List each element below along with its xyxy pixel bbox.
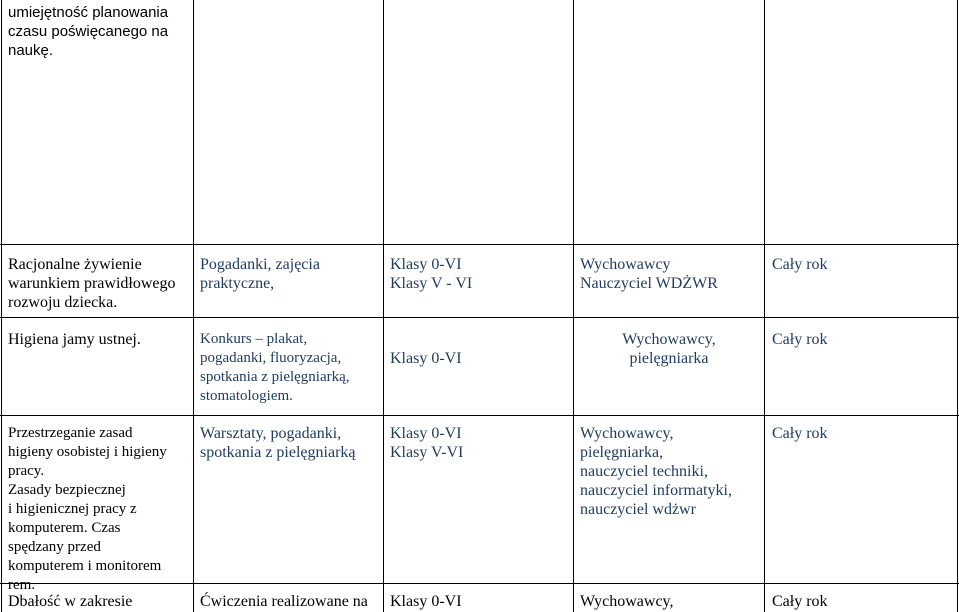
term-cell: Cały rok (772, 331, 828, 348)
table-row (8, 3, 168, 60)
cell-line: Klasy 0-VI (390, 350, 462, 367)
cell-line: Zasady bezpiecznej (8, 482, 126, 498)
topic-cell (8, 592, 132, 611)
cell-line: Klasy 0-VI (390, 256, 462, 273)
cell-line: stomatologiem. (200, 388, 293, 404)
cell-line: czasu poświęcanego na (8, 23, 169, 40)
column-divider (193, 0, 194, 612)
cell-line: naukę. (8, 42, 54, 59)
cell-line: komputerem. Czas (8, 520, 121, 536)
cell-line: spotkania z pielęgniarką, (200, 369, 350, 385)
cell-line: Racjonalne żywienie (8, 256, 142, 273)
cell-line: praktyczne, (200, 275, 275, 292)
table-border-right (957, 0, 958, 612)
cell-line: spotkania z pielęgniarką (200, 444, 356, 461)
responsible-cell (580, 592, 674, 611)
cell-line: komputerem i monitorem (8, 558, 162, 574)
cell-line: umiejętność planowania (8, 4, 169, 21)
cell-line: Warsztaty, pogadanki, (200, 425, 342, 442)
cell-line: Klasy 0-VI (390, 425, 462, 442)
column-divider (764, 0, 765, 612)
cell-line: pielęgniarka, (580, 444, 664, 461)
cell-line: Przestrzeganie zasad (8, 425, 133, 441)
cell-line: Wychowawcy, (580, 425, 674, 442)
cell-line: rem. (8, 577, 36, 593)
form-cell (200, 330, 350, 406)
cell-line: Nauczyciel WDŻWR (580, 275, 718, 292)
cell-line: Klasy V - VI (390, 275, 473, 292)
cell-line: Pogadanki, zajęcia (200, 256, 320, 273)
term-cell: Cały rok (772, 593, 828, 610)
cell-line: Konkurs – plakat, (200, 331, 308, 347)
cell-line: pogadanki, fluoryzacja, (200, 350, 342, 366)
responsible-cell (580, 255, 718, 293)
classes-cell (390, 424, 463, 462)
form-cell (200, 424, 356, 462)
classes-cell (390, 255, 472, 293)
table-border-left (1, 0, 2, 612)
cell-line: nauczyciel wdżwr (580, 501, 696, 518)
row-divider (0, 415, 959, 416)
cell-line: nauczyciel informatyki, (580, 482, 732, 499)
cell-line: pielęgniarka (629, 350, 709, 367)
topic-cell (8, 255, 176, 312)
topic-cell (8, 330, 141, 349)
cell-line: pracy. (8, 463, 45, 479)
cell-line: spędzany przed (8, 539, 101, 555)
topic-cell (8, 424, 167, 595)
cell-line: Higiena jamy ustnej. (8, 331, 141, 348)
classes-cell (390, 592, 462, 611)
cell-line: higieny osobistej i higieny (8, 444, 167, 460)
cell-line: Wychowawcy, (580, 593, 674, 610)
cell-line: Wychowawcy (580, 256, 671, 273)
cell-line: Dbałość w zakresie (8, 593, 133, 610)
row-divider (0, 317, 959, 318)
term-cell: Cały rok (772, 425, 828, 442)
cell-line: rozwoju dziecka. (8, 294, 118, 311)
cell-line: i higienicznej pracy z (8, 501, 137, 517)
column-divider (383, 0, 384, 612)
classes-cell (390, 349, 462, 368)
column-divider (573, 0, 574, 612)
cell-line: Wychowawcy, (622, 331, 716, 348)
cell-line: Klasy 0-VI (390, 593, 462, 610)
row-divider (0, 244, 959, 245)
cell-line: Ćwiczenia realizowane na (200, 593, 368, 610)
cell-line: nauczyciel techniki, (580, 463, 708, 480)
term-cell: Cały rok (772, 256, 828, 273)
responsible-cell (574, 330, 764, 368)
form-cell (200, 255, 320, 293)
cell-line: Klasy V-VI (390, 444, 464, 461)
cell-line: warunkiem prawidłowego (8, 275, 176, 292)
form-cell (200, 592, 368, 611)
responsible-cell (580, 424, 732, 519)
